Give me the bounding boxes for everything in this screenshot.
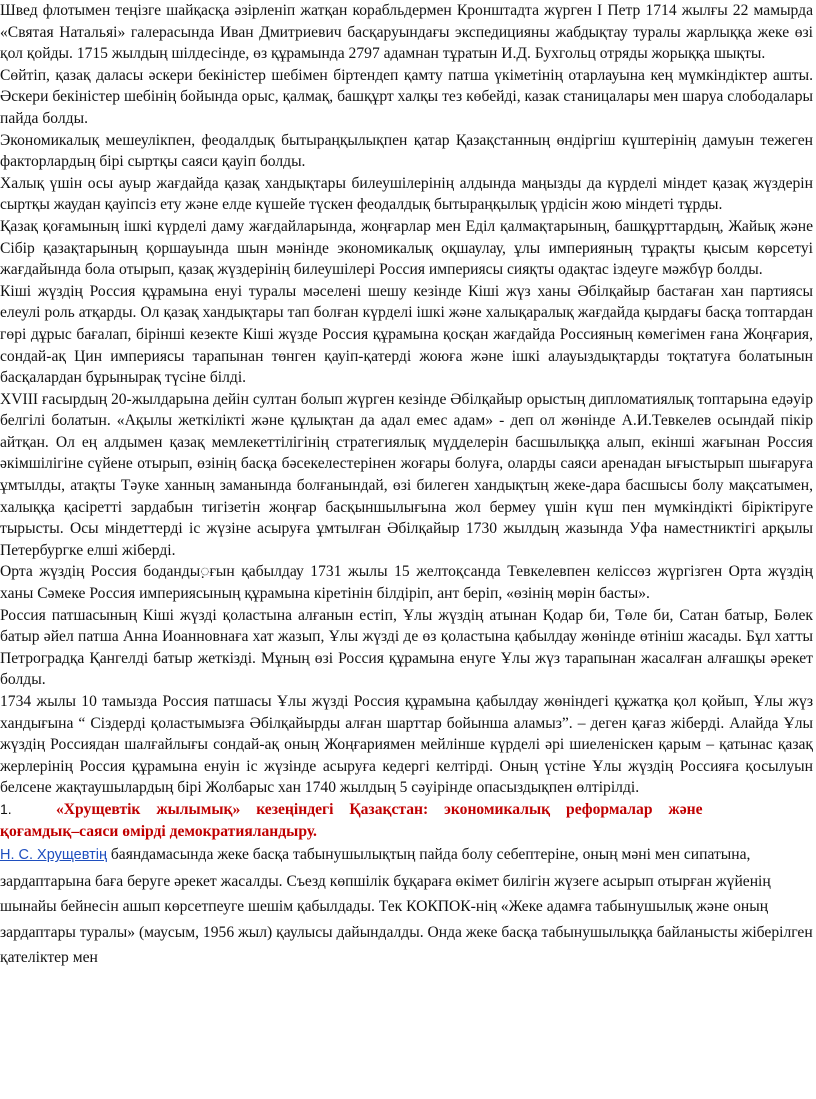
paragraph-7: XVIII ғасырдың 20-жылдарына дейін султан болып жүрген кезінде Әбілқайыр орыстың дипломатиялық топтарына едәуір белгілі болатын. «Ақылы жеткілікті және құлықтан да адал емес адам» - деп ол жөнінде А.И.Тевкелев осындай пікір айтқан. Ол ең алдымен қазақ мемлекеттілігінің стратегиялық мүдделерін басшылыққа алып, екінші жағынан Россия әкімшілігіне сүйене отырып, өзінің басқа бәсекелестерінен жоғары болуға, оларды саяси аренадан ығыстырып шығаруға ұмтылды, атақты Тәуке ханның заманында болғанындай, өзі билеген хандықтың жеке-дара басшысы болу мақсатымен, халыққа қасіретті зардабын тигізетін жоңғар басқыншылығына жол бермеу үшін күш пен мүмкіндікті біріктіруге тырысты. Осы міндеттерді іс жүзіне асыруға ұмтылған Әбілқайыр 1730 жылдың жазында Уфа наместниктігі арқылы Петербургке елші жіберді. <box>0 390 813 559</box>
paragraph-5: Қазақ қоғамының ішкі күрделі даму жағдайларында, жоңғарлар мен Еділ қалмақтарының, башқұрттардың, Жайық және Сібір қазақтарының қоршауында шын мәнінде экономикалық оқшаулау, ұлы империяның тұрақты қысым көрсетуі жағдайында бола отырып, қазақ жүздерінің билеушілері Россия империясы сияқты одақтас іздеуге мәжбүр болды. <box>0 217 813 279</box>
paragraph-8: Орта жүздің Россия боданды़ғын қабылдау 1731 жылы 15 желтоқсанда Тевкелевпен келіссөз жүргізген Орта жүздің ханы Сәмеке Россия империясының құрамына кіретінін білдіріп, ант беріп, «өзінің мөрін басты». <box>0 563 813 603</box>
heading-title-line-1: «Хрущевтік жылымық» кезеңіндегі Қазақстан: экономикалық реформалар және <box>56 800 703 818</box>
paragraph-9: Россия патшасының Кіші жүзді қоластына алғанын естіп, Ұлы жүздің атынан Қодар би, Төле би, Сатан батыр, Бөлек батыр әйел патша Анна Иоанновнаға хат жазып, Ұлы жүзді де өз қоластына қабылдау жөнінде өтініш жасады. Бұл хатты Петроградқа Қангелді батыр жеткізді. Мұның өзі Россия құрамына енуге Ұлы жүз тарапынан жасалған алғашқы әрекет болды. <box>0 606 813 689</box>
section-heading <box>0 799 813 842</box>
paragraph-4: Халық үшін осы ауыр жағдайда қазақ хандықтары билеушілерінің алдында маңызды да күрделі міндет қазақ жүздерін сыртқы жаудан қауіпсіз ету және елде күшейе түскен феодалдық бытыраңқылық үрдісін жою міндеті тұрды. <box>0 174 813 214</box>
heading-title-line-2: қоғамдық–саяси өмірді демократияландыру. <box>0 822 317 840</box>
heading-number: 1. <box>0 800 12 817</box>
lower-paragraph <box>0 842 813 971</box>
paragraph-2: Сөйтіп, қазақ даласы әскери бекіністер шебімен біртендеп қамту патша үкіметінің отарлауына кең мүмкіндіктер ашты. Әскери бекіністер шебінің бойында орыс, қалмақ, башқұрт халқы тез көбейді, казак станицалары мен шаруа слободалары пайда болды. <box>0 66 813 127</box>
paragraph-6: Кіші жүздің Россия құрамына енуі туралы мәселені шешу кезінде Кіші жүз ханы Әбілқайыр бастаған хан партиясы елеулі роль атқарды. Ол қазақ хандықтары тап болған күрделі ішкі және халықаралық жағдайда қырдағы басқа топтардан гөрі дұрыс бағалап, бірінші кезекте Кіші жүзде Россия құрамына қосқан жағдайда Россияның көмегімен ғана Жоңғария, сондай-ақ Цин империясы тарапынан төнген қауіп-қатерді жоюға және ішкі алауыздықтарды тоқтатуға болатынын басқалардан бұрынырақ түсіне білді. <box>0 282 813 387</box>
paragraph-10: 1734 жылы 10 тамызда Россия патшасы Ұлы жүзді Россия құрамына қабылдау жөніндегі құжатқа қол қойып, Ұлы жүз хандығына “ Сіздерді қоластымызға Әбілқайырды алған шарттар бойынша аламыз”. – деген қағаз жіберді. Алайда Ұлы жүздің Россиядан шалғайлығы сондай-ақ оның Жоңғариямен мейлінше күрделі әрі шиеленіскен қарым – қатынас қазақ жерлерінің Россия құрамына енуін іс жүзінде асыруға кедергі келтірді. Оның үстіне Ұлы жүздің Россияға қосылуын белсене жақтаушылардың бірі Жолбарыс хан 1740 жылдың 5 сәуірінде опасыздықпен өлтірілді. <box>0 693 813 797</box>
lower-paragraph-text: баяндамасында жеке басқа табынушылықтың пайда болу себептеріне, оның мәні мен сипатына, зардаптарына баға беруге әрекет жасалды. Съезд көпшілік бұқараға өкімет билігін жүзеге асырып отырған жүйенің шынайы бейнесін ашып көрсетпеуге шешім қабылдады. Тек КОКПОК-нің «Жеке адамға табынушылық және оның зардаптары туралы» (маусым, 1956 жыл) қаулысы дайындалды. Онда жеке басқа табынушылыққа байланысты жіберілген қателіктер мен <box>0 846 813 967</box>
paragraph-3: Экономикалық мешеулікпен, феодалдық бытыраңқылықпен қатар Қазақстанның өндіргіш күштерінің дамуын тежеген факторлардың бірі сыртқы саяси қауіп болды. <box>0 131 813 171</box>
paragraph-1: Швед флотымен теңізге шайқасқа әзірленіп жатқан корабльдермен Кронштадта жүрген І Петр 1714 жылғы 22 мамырда «Святая Натальяі» галерасында Иван Дмитриевич басқаруындағы экспедицияны жабдықтау туралы жарлыққа жеке өзі қол қойды. 1715 жылдың шілдесінде, өз құрамында 2797 адамнан тұратын И.Д. Бухгольц отряды жорыққа шықты. <box>0 2 813 63</box>
khrushchev-link[interactable]: Н. С. Хрущевтің <box>0 847 107 864</box>
